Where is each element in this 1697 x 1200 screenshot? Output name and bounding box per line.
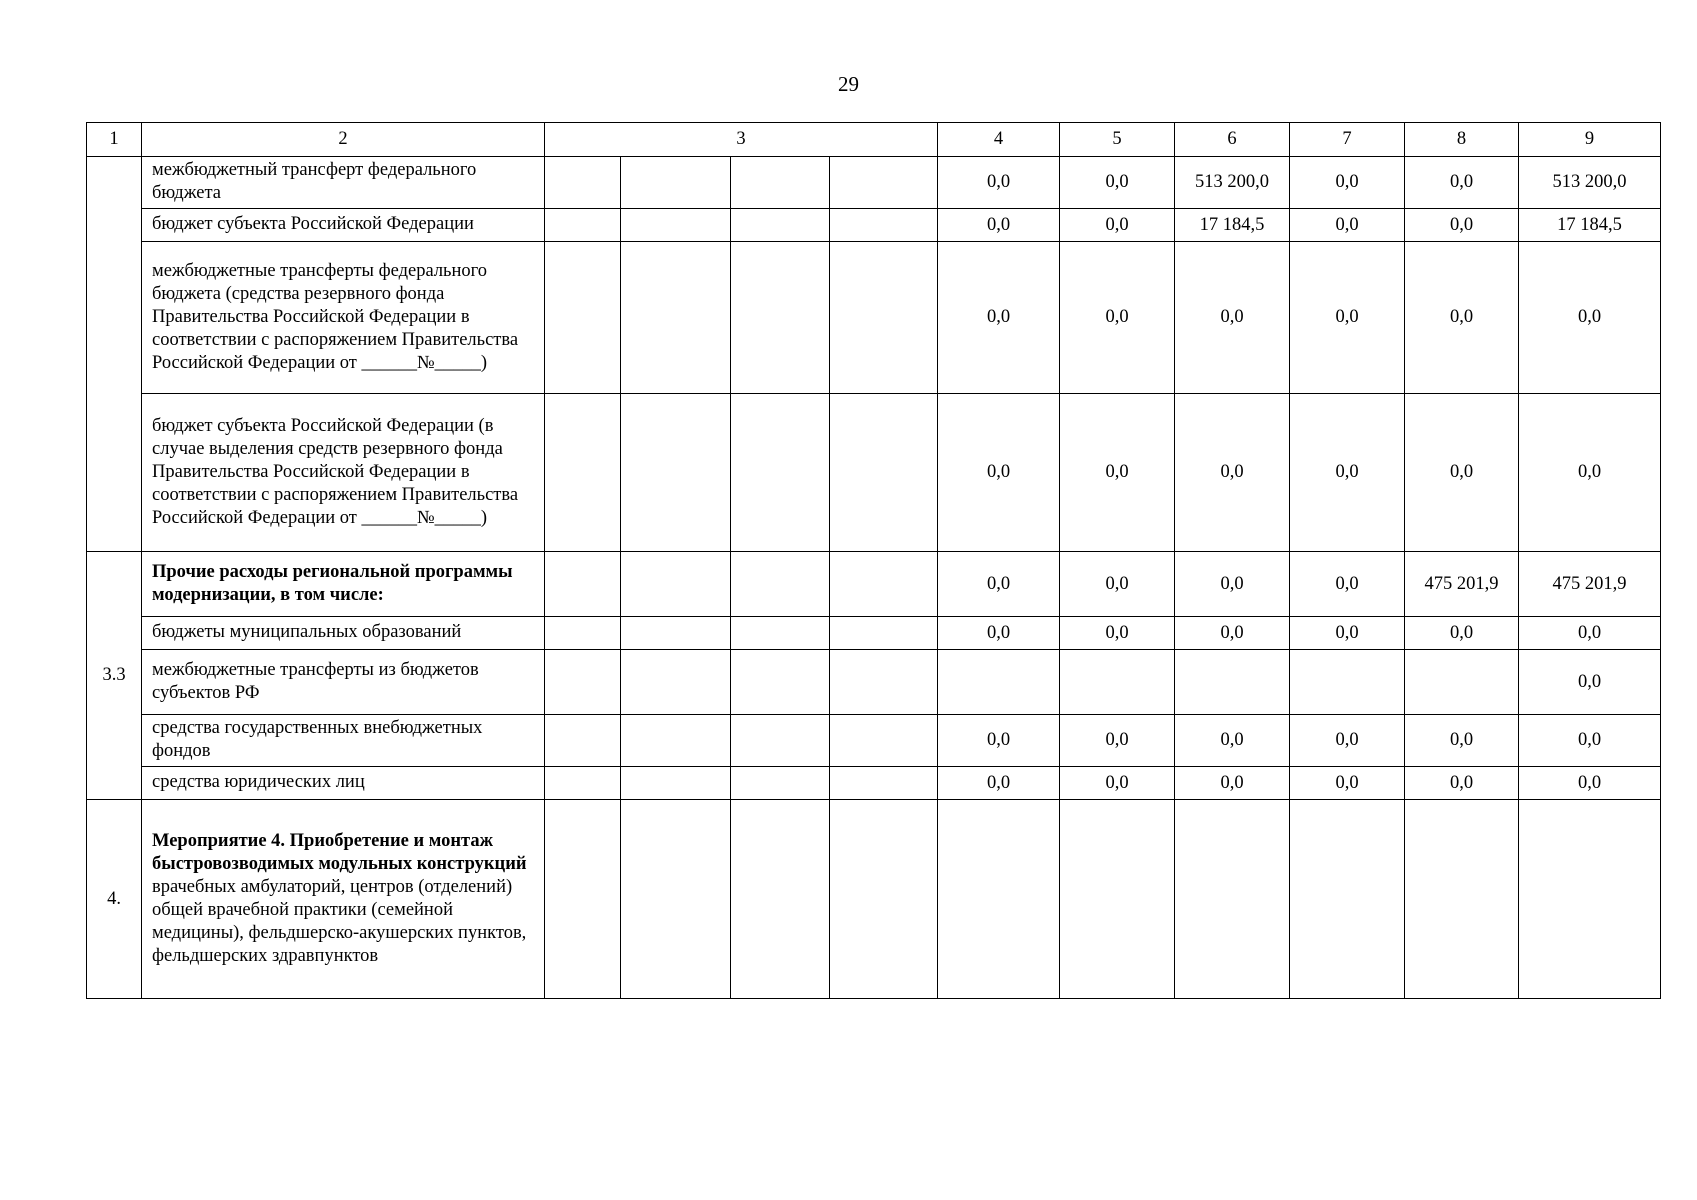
row-description: средства юридических лиц: [142, 767, 545, 800]
value-cell: 0,0: [938, 552, 1060, 617]
value-cell: [938, 650, 1060, 715]
value-cell: 0,0: [1060, 767, 1175, 800]
value-cell: 0,0: [1060, 552, 1175, 617]
value-cell: 0,0: [1405, 157, 1519, 209]
value-cell: 0,0: [1060, 157, 1175, 209]
value-cell: 0,0: [1060, 617, 1175, 650]
value-cell: 0,0: [1175, 552, 1290, 617]
value-cell: 0,0: [938, 394, 1060, 552]
value-cell: 0,0: [1290, 617, 1405, 650]
row-description: межбюджетный трансферт федерального бюджета: [142, 157, 545, 209]
value-cell: 0,0: [938, 209, 1060, 242]
value-cell: 0,0: [1060, 715, 1175, 767]
value-cell: 0,0: [1405, 242, 1519, 394]
table-row: [87, 157, 1661, 209]
value-cell: 513 200,0: [1519, 157, 1661, 209]
section-title-row: [87, 800, 1661, 999]
value-cell: 0,0: [1175, 767, 1290, 800]
page-number: 29: [838, 72, 859, 96]
table-row: [87, 394, 1661, 552]
section-title: Прочие расходы региональной программы модернизации, в том числе:: [142, 552, 545, 617]
value-cell: 0,0: [1290, 767, 1405, 800]
value-cell: 0,0: [938, 157, 1060, 209]
value-cell: 513 200,0: [1175, 157, 1290, 209]
value-cell: 475 201,9: [1519, 552, 1661, 617]
value-cell: [1405, 650, 1519, 715]
column-number: 6: [1175, 123, 1290, 157]
section-title-rest: врачебных амбулаторий, центров (отделений) общей врачебной практики (семейной медицины), фельдшерско-акушерских пунктов, фельдшерских здравпунктов: [152, 876, 527, 966]
value-cell: 0,0: [1519, 394, 1661, 552]
index-cell: [87, 157, 142, 552]
row-description: бюджеты муниципальных образований: [142, 617, 545, 650]
column-number: 1: [87, 123, 142, 157]
section-index: 4.: [87, 800, 142, 999]
section-index: 3.3: [87, 552, 142, 800]
table-row: [87, 715, 1661, 767]
row-description: межбюджетные трансферты федерального бюджета (средства резервного фонда Правительства Российской Федерации в соответствии с распоряжением Правительства Российской Федерации от ______№_____): [142, 242, 545, 394]
value-cell: 0,0: [1519, 242, 1661, 394]
value-cell: 0,0: [1175, 242, 1290, 394]
value-cell: [1290, 650, 1405, 715]
value-cell: 0,0: [1290, 209, 1405, 242]
row-description: бюджет субъекта Российской Федерации: [142, 209, 545, 242]
column-number: 5: [1060, 123, 1175, 157]
value-cell: 0,0: [1290, 394, 1405, 552]
section-title-row: [87, 552, 1661, 617]
value-cell: 0,0: [1175, 617, 1290, 650]
table-row: [87, 650, 1661, 715]
column-number: 3: [545, 123, 938, 157]
value-cell: 17 184,5: [1175, 209, 1290, 242]
value-cell: 0,0: [1519, 715, 1661, 767]
table-row: [87, 242, 1661, 394]
table-row: [87, 767, 1661, 800]
value-cell: 0,0: [1405, 767, 1519, 800]
column-number: 7: [1290, 123, 1405, 157]
column-number: 2: [142, 123, 545, 157]
value-cell: 0,0: [1175, 394, 1290, 552]
value-cell: 0,0: [1290, 242, 1405, 394]
table-row: [87, 209, 1661, 242]
row-description: бюджет субъекта Российской Федерации (в случае выделения средств резервного фонда Правительства Российской Федерации в соответствии с распоряжением Правительства Российской Федерации от ______№_____): [142, 394, 545, 552]
value-cell: 0,0: [1405, 209, 1519, 242]
section-title: [142, 800, 545, 999]
row-description: средства государственных внебюджетных фондов: [142, 715, 545, 767]
column-number: 8: [1405, 123, 1519, 157]
value-cell: 0,0: [1060, 209, 1175, 242]
value-cell: 0,0: [938, 767, 1060, 800]
value-cell: [1175, 650, 1290, 715]
value-cell: 0,0: [938, 242, 1060, 394]
value-cell: 475 201,9: [1405, 552, 1519, 617]
value-cell: 0,0: [1519, 650, 1661, 715]
value-cell: 0,0: [1290, 715, 1405, 767]
row-description: межбюджетные трансферты из бюджетов субъектов РФ: [142, 650, 545, 715]
value-cell: 0,0: [938, 715, 1060, 767]
value-cell: 0,0: [1405, 715, 1519, 767]
value-cell: 0,0: [938, 617, 1060, 650]
value-cell: 17 184,5: [1519, 209, 1661, 242]
value-cell: 0,0: [1405, 617, 1519, 650]
value-cell: 0,0: [1519, 617, 1661, 650]
value-cell: 0,0: [1060, 242, 1175, 394]
table-row: [87, 617, 1661, 650]
value-cell: 0,0: [1290, 552, 1405, 617]
column-number: 4: [938, 123, 1060, 157]
column-number-row: [87, 123, 1661, 157]
value-cell: [1060, 650, 1175, 715]
column-number: 9: [1519, 123, 1661, 157]
value-cell: 0,0: [1175, 715, 1290, 767]
value-cell: 0,0: [1405, 394, 1519, 552]
value-cell: 0,0: [1519, 767, 1661, 800]
value-cell: 0,0: [1060, 394, 1175, 552]
value-cell: 0,0: [1290, 157, 1405, 209]
budget-table: [86, 122, 1661, 999]
section-title-bold: Мероприятие 4. Приобретение и монтаж быстровозводимых модульных конструкций: [152, 830, 527, 874]
